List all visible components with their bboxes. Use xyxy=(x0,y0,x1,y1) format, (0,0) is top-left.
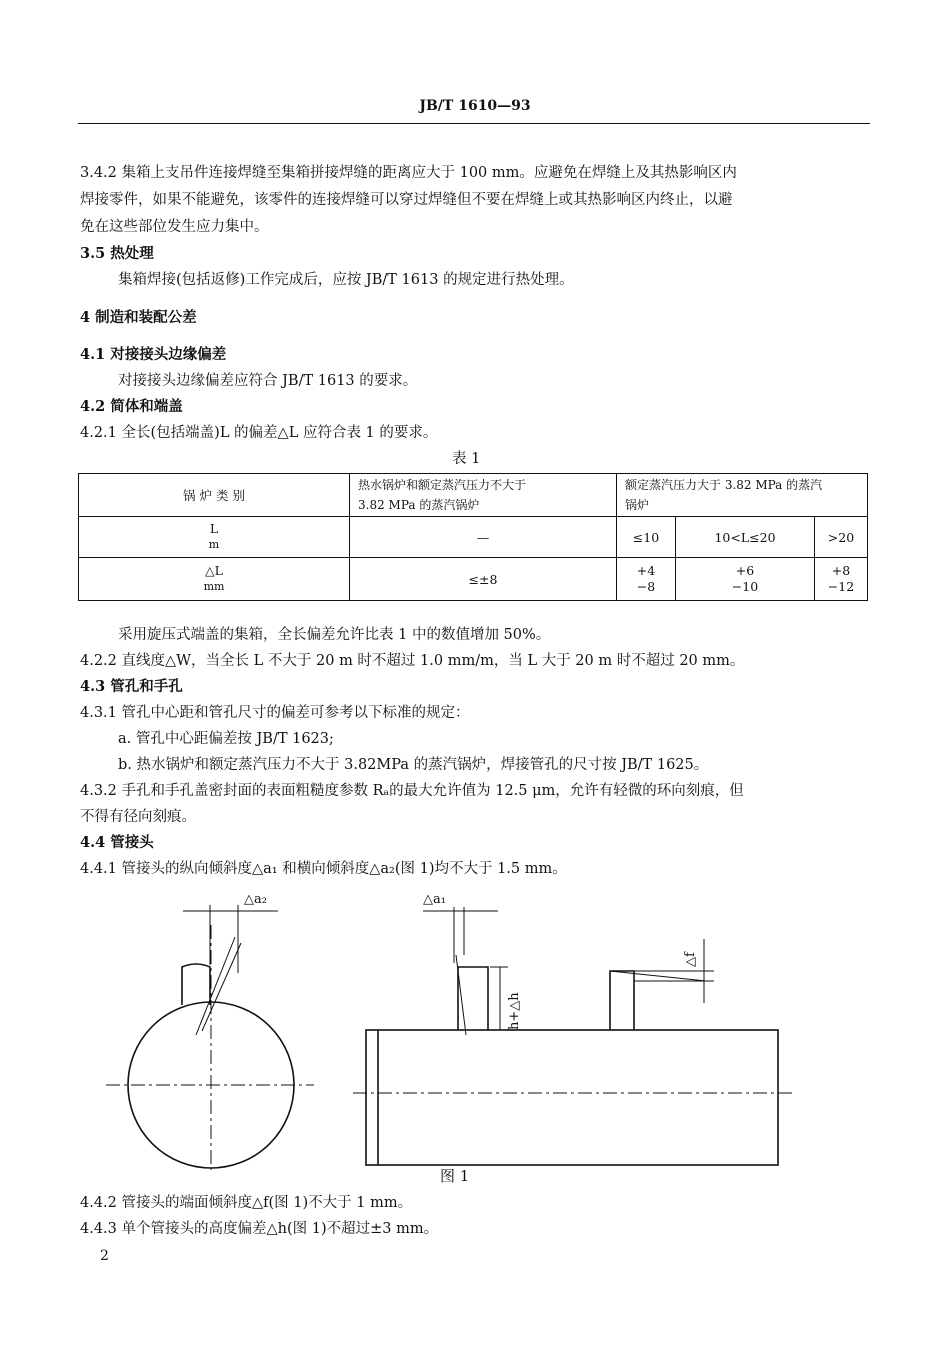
label-dL: △L xyxy=(205,563,223,578)
dL-le10-lower: −8 xyxy=(636,579,656,594)
heading-4: 4 制造和装配公差 xyxy=(80,309,197,326)
left-nozzle-tilt-line2 xyxy=(202,943,241,1031)
para-3-5: 集箱焊接(包括返修)工作完成后，应按 JB/T 1613 的规定进行热处理。 xyxy=(118,272,574,288)
note-after-table: 采用旋压式端盖的集箱，全长偏差允许比表 1 中的数值增加 50%。 xyxy=(118,627,551,643)
cylinder-body xyxy=(366,1030,778,1165)
para-3-4-2-line3: 免在这些部位发生应力集中。 xyxy=(80,219,269,235)
para-4-2-1: 4.2.1 全长(包括端盖)L 的偏差△L 应符合表 1 的要求。 xyxy=(80,425,438,441)
para-4-3-1: 4.3.1 管孔中心距和管孔尺寸的偏差可参考以下标准的规定： xyxy=(80,705,470,721)
para-4-2-2: 4.2.2 直线度△W，当全长 L 不大于 20 m 时不超过 1.0 mm/m，当 L 大于 20 m 时不超过 20 mm。 xyxy=(80,653,745,669)
page-number: 2 xyxy=(100,1248,109,1264)
dL-10to20-lower: −10 xyxy=(731,579,759,594)
para-4-3-2-line1: 4.3.2 手孔和手孔盖密封面的表面粗糙度参数 Rₐ的最大允许值为 12.5 μm，允许有轻微的环向刻痕，但 xyxy=(80,783,744,799)
cell-L-10to20: 10<L≤20 xyxy=(676,517,815,558)
header-hot-water-line1: 热水锅炉和额定蒸汽压力不大于 xyxy=(358,478,527,492)
para-4-3-2-line2: 不得有径向刻痕。 xyxy=(80,809,196,825)
label-h: h+△h xyxy=(507,992,522,1030)
header-rule xyxy=(78,123,870,124)
unit-m: m xyxy=(208,538,220,551)
label-f: △f xyxy=(683,952,698,967)
heading-4-4: 4.4 管接头 xyxy=(80,834,154,851)
right-nozzle-end-face xyxy=(610,971,706,981)
header-steam-boiler xyxy=(617,474,868,517)
heading-3-5: 3.5 热处理 xyxy=(80,245,154,262)
header-steam-line1: 额定蒸汽压力大于 3.82 MPa 的蒸汽 xyxy=(625,478,823,492)
header-hot-water-boiler xyxy=(350,474,617,517)
para-3-4-2-line2: 焊接零件，如果不能避免，该零件的连接焊缝可以穿过焊缝但不要在焊缝上或其热影响区内终止，以避 xyxy=(80,192,733,208)
document-code-header: JB/T 1610—93 xyxy=(419,98,531,114)
para-3-4-2-line1: 3.4.2 集箱上支吊件连接焊缝至集箱拼接焊缝的距离应大于 100 mm。应避免在焊缝上及其热影响区内 xyxy=(80,165,737,181)
header-steam-line2: 锅炉 xyxy=(625,498,650,512)
cell-dL-hot-water: ≤±8 xyxy=(350,558,617,601)
row-label-L xyxy=(79,517,350,558)
dL-gt20-upper: +8 xyxy=(831,563,851,578)
row-label-dL xyxy=(79,558,350,601)
cell-dL-gt20 xyxy=(815,558,868,601)
label-a2: △a₂ xyxy=(244,892,267,907)
tolerance-table xyxy=(78,473,868,601)
cell-dL-le10 xyxy=(617,558,676,601)
heading-4-3: 4.3 管孔和手孔 xyxy=(80,678,183,695)
cell-L-hot-water: — xyxy=(350,517,617,558)
table-title: 表 1 xyxy=(452,451,481,467)
figure-caption: 图 1 xyxy=(440,1167,470,1185)
para-4-4-2: 4.4.2 管接头的端面倾斜度△f(图 1)不大于 1 mm。 xyxy=(80,1195,413,1211)
heading-4-1: 4.1 对接接头边缘偏差 xyxy=(80,346,227,363)
cell-L-le10: ≤10 xyxy=(617,517,676,558)
para-4-4-1: 4.4.1 管接头的纵向倾斜度△a₁ 和横向倾斜度△a₂(图 1)均不大于 1.5 mm。 xyxy=(80,861,567,877)
header-hot-water-line2: 3.82 MPa 的蒸汽锅炉 xyxy=(358,498,480,512)
para-4-1: 对接接头边缘偏差应符合 JB/T 1613 的要求。 xyxy=(118,373,418,389)
para-4-4-3: 4.4.3 单个管接头的高度偏差△h(图 1)不超过±3 mm。 xyxy=(80,1221,439,1237)
para-4-3-1-a: a. 管孔中心距偏差按 JB/T 1623; xyxy=(118,731,334,747)
dL-gt20-lower: −12 xyxy=(827,579,855,594)
figure-1-drawing xyxy=(78,885,808,1170)
cell-dL-10to20 xyxy=(676,558,815,601)
unit-mm: mm xyxy=(203,580,225,593)
header-boiler-category: 锅 炉 类 别 xyxy=(79,474,350,517)
heading-4-2: 4.2 简体和端盖 xyxy=(80,398,183,415)
dL-10to20-upper: +6 xyxy=(735,563,755,578)
left-nozzle-tilt-line1 xyxy=(196,937,235,1035)
label-L: L xyxy=(209,521,219,536)
para-4-3-1-b: b. 热水锅炉和额定蒸汽压力不大于 3.82MPa 的蒸汽锅炉，焊接管孔的尺寸按 JB/T 1625。 xyxy=(118,757,709,773)
label-a1: △a₁ xyxy=(423,892,446,907)
dL-le10-upper: +4 xyxy=(636,563,656,578)
right-nozzle-outline xyxy=(610,971,634,1030)
cell-L-gt20: >20 xyxy=(815,517,868,558)
middle-nozzle-outline xyxy=(458,967,488,1030)
left-nozzle-outline xyxy=(182,964,210,1005)
